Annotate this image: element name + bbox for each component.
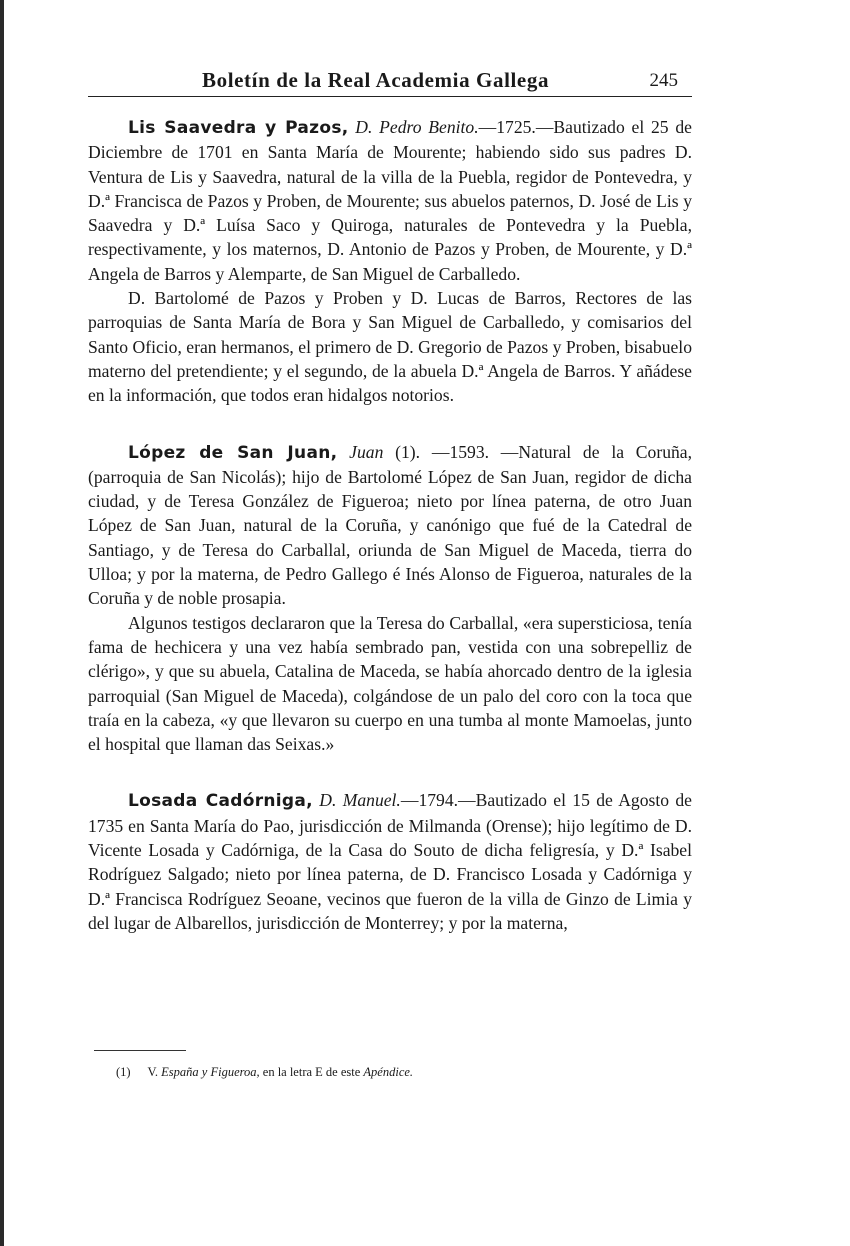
entry-paragraph <box>88 788 692 935</box>
entry-paragraph <box>88 440 692 611</box>
footnote-prefix: V. <box>147 1065 159 1079</box>
journal-title: Boletín de la Real Academia Gallega <box>202 68 550 92</box>
entry-given-name: D. Manuel. <box>319 790 401 811</box>
entry-paragraph: Algunos testigos declararon que la Teresa do Carballal, «era supersticiosa, tenía fama de hechicera y una vez había sembrado pan, vestida con una sobrepelliz de clérigo», y que su abuela, Catalina de Maceda, se había ahorcado dentro de la iglesia parroquial (San Miguel de Maceda), colgándose de un palo del coro con la toca que traía en la cabeza, «y que llevaron su cuerpo en una tumba al monte Mamoelas, junto el hospital que llaman das Seixas.» <box>88 612 692 755</box>
entry-paragraph: D. Bartolomé de Pazos y Proben y D. Lucas de Barros, Rectores de las parroquias de Santa María de Bora y San Miguel de Carballedo, y comisarios del Santo Oficio, eran hermanos, el primero de D. Gregorio de Pazos y Proben, bisabuelo materno del pretendiente; y el segundo, de la abuela D.ª Angela de Barros. Y añádese en la información, que todos eran hidalgos notorios. <box>88 288 692 406</box>
footnote-divider <box>94 1050 186 1051</box>
entry-paragraph <box>88 115 692 286</box>
running-header <box>88 62 692 97</box>
entry-surname: López de San Juan, <box>128 442 338 463</box>
page-spine-edge <box>0 0 4 1246</box>
entry-surname: Lis Saavedra y Pazos, <box>128 118 349 138</box>
entry-text: —1725.—Bautizado el 25 de Diciembre de 1701 en Santa María de Mourente; habiendo sido sus padres D. Ventura de Lis y Saavedra, natural de la villa de la Puebla, regidor de Pontevedra, y D.ª Francisca de Pazos y Proben, de Mourente; sus abuelos paternos, D. José de Lis y Saavedra y D.ª Luísa Saco y Quiroga, naturales de Pontevedra y la Puebla, respectivamente, y los maternos, D. Antonio de Pazos y Proben, de Mourente, y D.ª Angela de Barros y Alemparte, de San Miguel de Carballedo. <box>88 117 692 284</box>
entry-given-name: D. Pedro Benito. <box>355 117 479 137</box>
footnote-appendix: Apéndice. <box>363 1065 414 1079</box>
footnote-mark: (1) <box>116 1065 131 1079</box>
entry-given-name: Juan <box>349 441 384 462</box>
footnote-text: en la letra E de este <box>262 1065 361 1079</box>
page-number: 245 <box>649 70 678 91</box>
body-text <box>88 115 692 935</box>
document-page <box>88 62 692 935</box>
entry-text: (1). —1593. —Natural de la Coruña, (parroquia de San Nicolás); hijo de Bartolomé López de San Juan, regidor de dicha ciudad, y de Teresa González de Figueroa; nieto por línea paterna, de otro Juan López de San Juan, natural de la Coruña, y canónigo que fué de la Catedral de Santiago, y de Teresa do Carballal, oriunda de San Miguel de Maceda, tierra do Ulloa; y por la materna, de Pedro Gallego é Inés Alonso de Figueroa, naturales de la Coruña y de noble prosapia. <box>88 441 692 609</box>
entry-surname: Losada Cadórniga, <box>128 791 313 812</box>
entry-text: —1794.—Bautizado el 15 de Agosto de 1735 en Santa María do Pao, jurisdicción de Milmanda (Orense); hijo legítimo de D. Vicente Losada y Cadórniga, de la Casa do Souto de dicha feligresía, y D.ª Isabel Rodríguez Salgado; nieto por línea paterna, de D. Francisco Losada y Cadórniga y D.ª Francisca Rodríguez Seoane, vecinos que fueron de la villa de Ginzo de Limia y del lugar de Albarellos, jurisdicción de Monterrey; y por la materna, <box>88 790 692 933</box>
footnote <box>116 1065 692 1080</box>
footnote-area <box>88 1050 692 1080</box>
entry-separator <box>88 756 692 788</box>
footnote-reference: España y Figueroa, <box>161 1065 260 1079</box>
entry-separator <box>88 408 692 440</box>
